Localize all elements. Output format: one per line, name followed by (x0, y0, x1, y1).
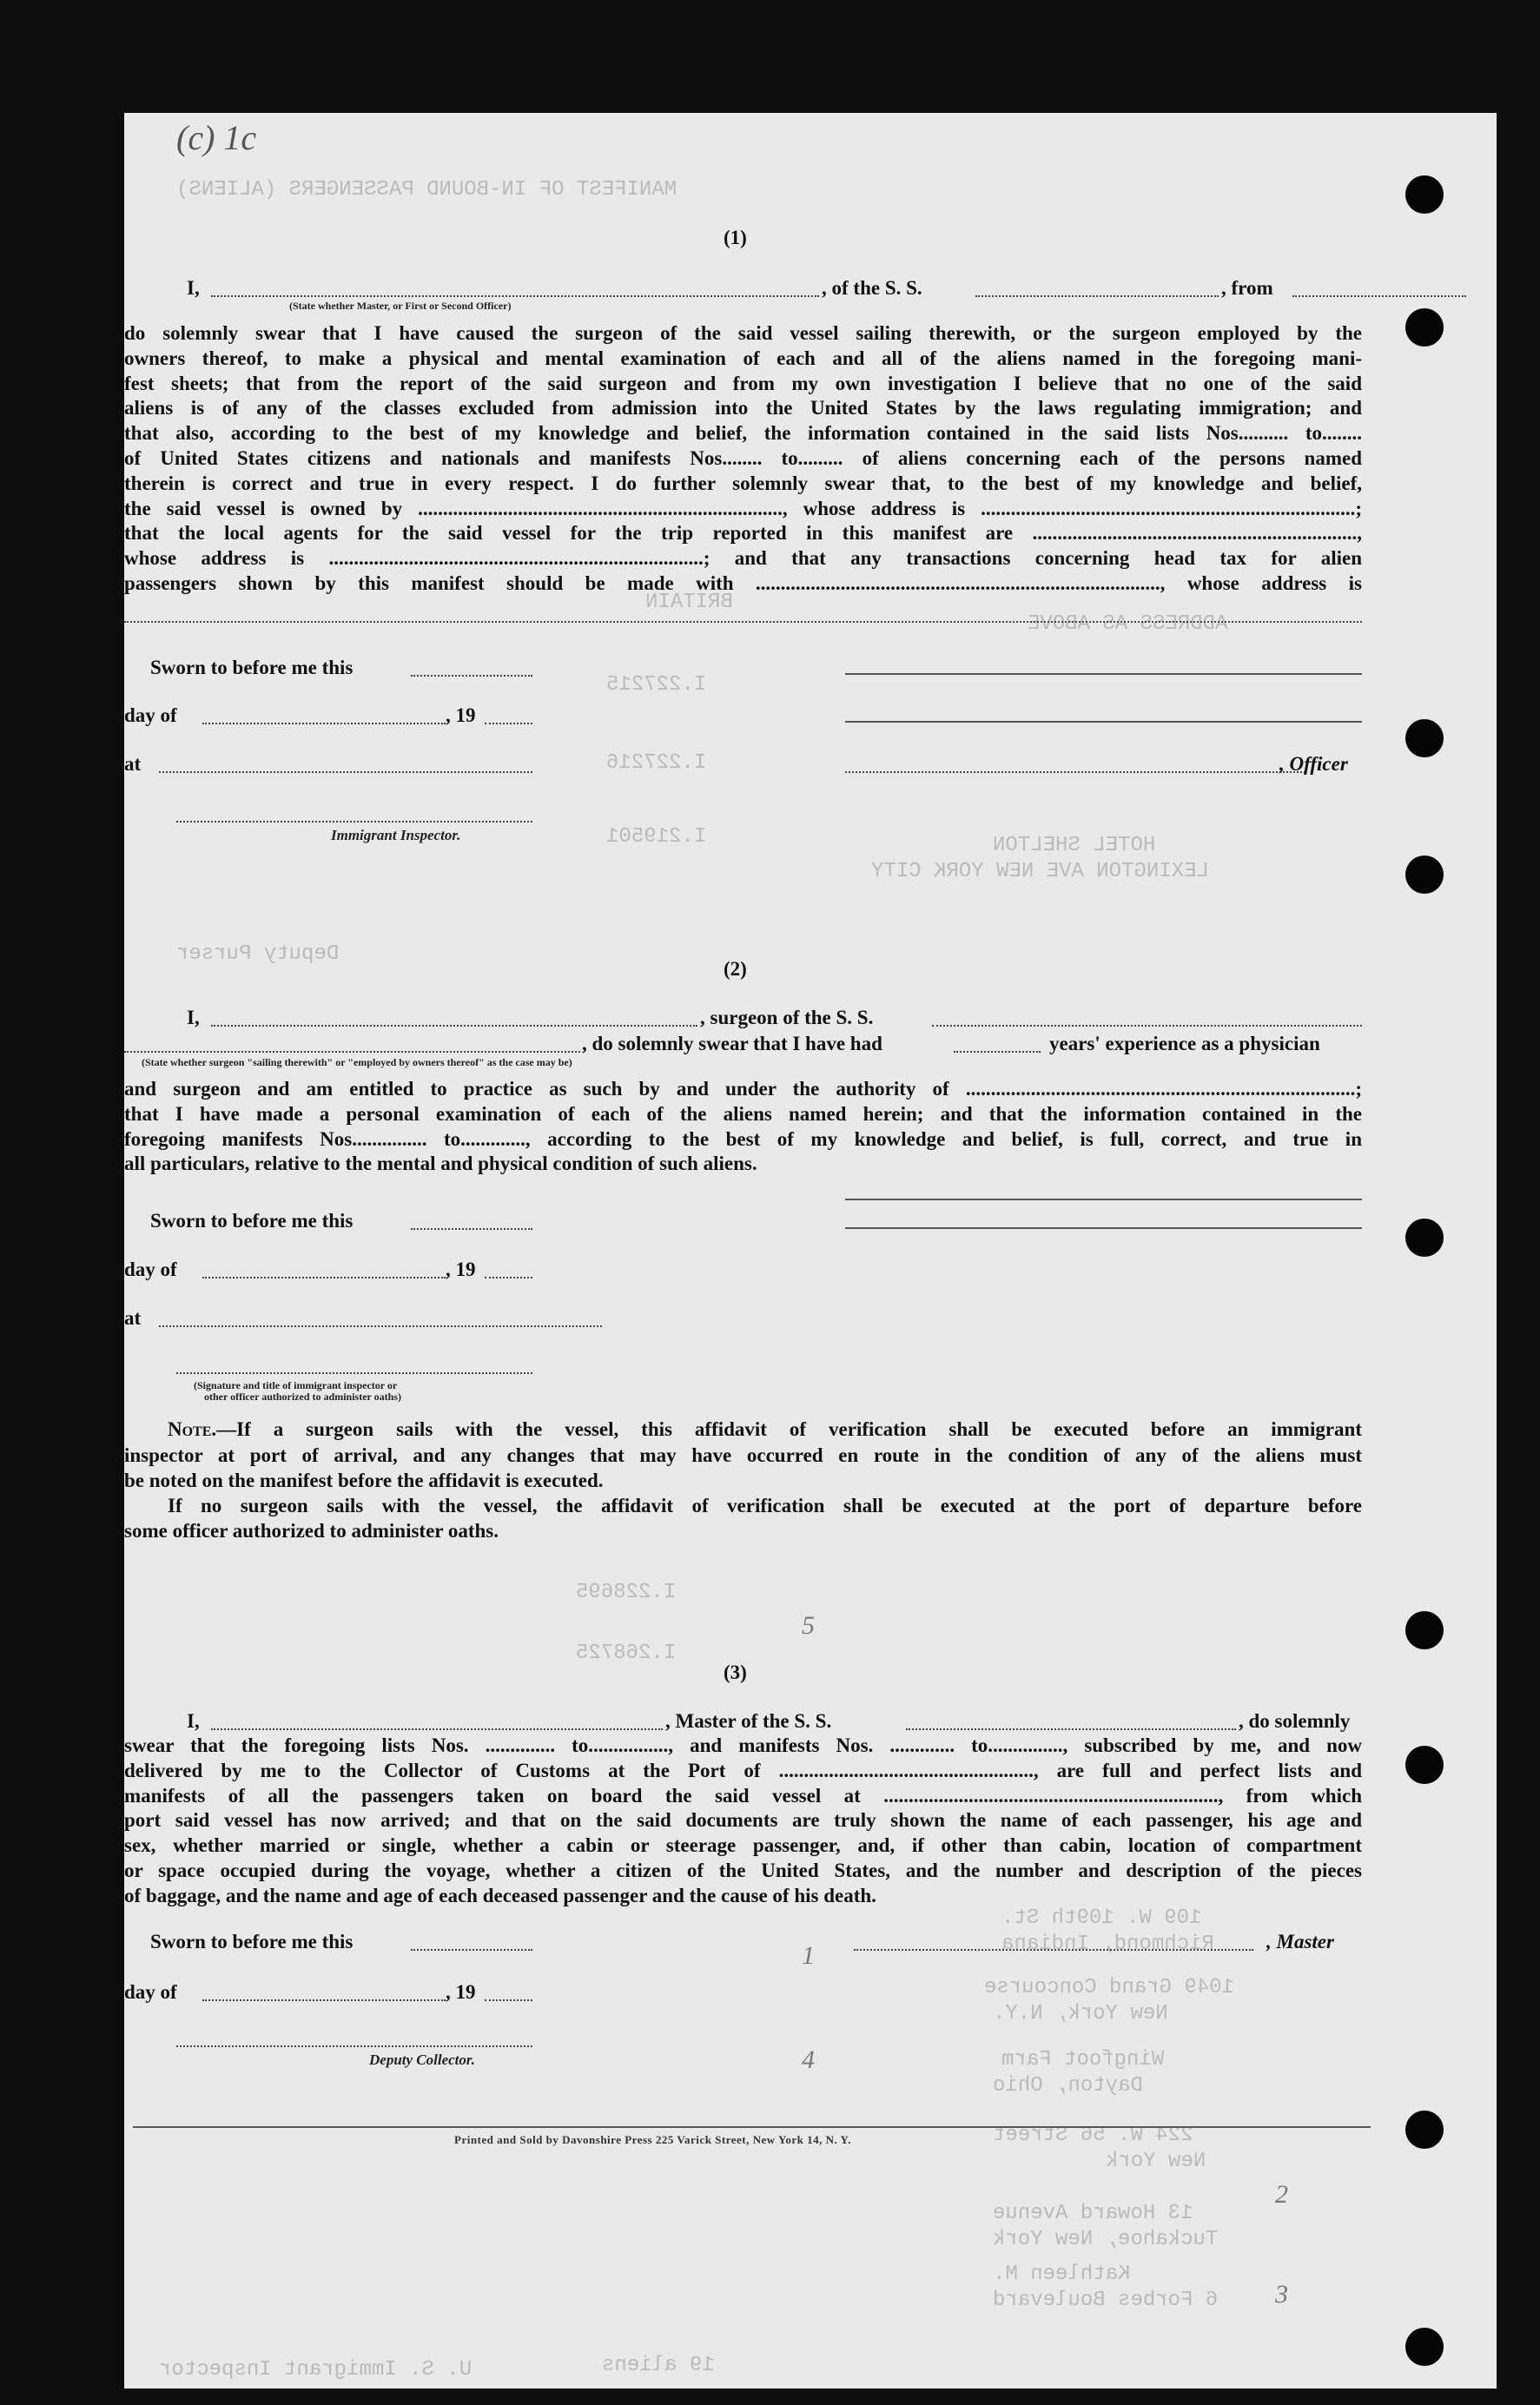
blank-vessel-name (975, 295, 1219, 297)
handwritten-number: 1 (802, 1941, 815, 1970)
bleed-through-text: Deputy Purser (176, 942, 340, 966)
bleed-through-text: I.268725 (576, 1642, 677, 1665)
bleed-through-text: ADDRESS AS ABOVE (1028, 612, 1228, 636)
blank-master-name (211, 1728, 663, 1730)
paragraph-line: sex, whether married or single, whether a cabin or steerage passenger, and, if other than cabin, location of compartment (124, 1834, 1362, 1857)
master-signature-label: , Master (1266, 1931, 1334, 1952)
blank-place (159, 771, 532, 773)
section-3-master-label: , Master of the S. S. (665, 1710, 832, 1732)
blank-from-port (1292, 295, 1466, 297)
paragraph-line: the said vessel is owned by ........................................................................., whose address is ...........................................................................; (124, 497, 1362, 519)
binder-hole (1405, 1746, 1444, 1784)
deputy-collector-label: Deputy Collector. (369, 2052, 475, 2068)
printer-imprint: Printed and Sold by Davonshire Press 225 Varick Street, New York 14, N. Y. (454, 2133, 851, 2146)
blank-officer-name (211, 295, 819, 297)
paragraph-line: do solemnly swear that I have caused the surgeon of the said vessel sailing therewith, or the surgeon employed by the (124, 322, 1362, 344)
section-3-i: I, (187, 1710, 200, 1732)
section-3-day-of-label: day of (124, 1981, 177, 2003)
blank-surgeon-vessel (932, 1025, 1362, 1027)
section-2-swear-label: , do solemnly swear that I have had (582, 1033, 882, 1054)
section-2-surgeon-label: , surgeon of the S. S. (700, 1007, 874, 1028)
blank-deputy-signature (176, 2045, 532, 2047)
bleed-through-text: I.227215 (606, 673, 707, 697)
note-line: If no surgeon sails with the vessel, the affidavit of verification shall be executed at the port of departure before (168, 1495, 1362, 1516)
section-1-i: I, (187, 277, 200, 299)
blank-officer-signature (176, 1372, 532, 1374)
blank-day-month (202, 723, 446, 724)
note-text: —If a surgeon sails with the vessel, this affidavit of verification shall be executed before an immigrant (216, 1418, 1362, 1440)
paragraph-line: and surgeon and am entitled to practice as such by and under the authority of ..............................................................................; (124, 1078, 1362, 1100)
section-1-at-label: at (124, 753, 142, 775)
section-3-year-label: , 19 (446, 1981, 476, 2003)
blank-sworn-date (411, 1949, 532, 1951)
blank-address-line (124, 621, 1362, 623)
blank-place (159, 1325, 602, 1327)
section-2-sworn-label: Sworn to before me this (150, 1210, 354, 1232)
bleed-through-text: I.227216 (606, 751, 707, 775)
handwritten-mark: (c) 1c (176, 118, 257, 157)
binder-hole (1405, 1219, 1444, 1257)
section-1-ss-label: , of the S. S. (822, 277, 922, 299)
note-line: inspector at port of arrival, and any changes that may have occurred en route in the condition of any of the aliens must (124, 1444, 1362, 1466)
blank-officer-signature (845, 771, 1305, 773)
blank-day-month (202, 1277, 446, 1278)
note-label: Note. (168, 1418, 217, 1440)
immigrant-inspector-label: Immigrant Inspector. (331, 827, 461, 843)
section-3-sworn-label: Sworn to before me this (150, 1931, 354, 1952)
section-2-i: I, (187, 1007, 200, 1028)
binder-hole (1405, 2328, 1444, 2366)
paragraph-line: aliens is of any of the classes excluded from admission into the United States by the laws regulating immigration; and (124, 397, 1362, 420)
bleed-through-text: BRITAIN (645, 591, 733, 614)
blank-surgeon-status (124, 1051, 580, 1053)
handwritten-number: 2 (1275, 2180, 1288, 2209)
blank-sworn-date (411, 1228, 532, 1230)
paragraph-line: all particulars, relative to the mental and physical condition of such aliens. (124, 1153, 757, 1175)
note-line: some officer authorized to administer oaths. (124, 1520, 499, 1542)
paragraph-line: whose address is ...........................................................................; and that any transactions concerning head tax for alien (124, 547, 1362, 570)
section-2-surgeon-note: (State whether surgeon "sailing therewith" or "employed by owners thereof" as the case may be) (142, 1056, 572, 1068)
section-1-from-label: , from (1221, 277, 1273, 299)
handwritten-number: 4 (802, 2045, 815, 2074)
binder-hole (1405, 1611, 1444, 1649)
bleed-through-text: Dayton, Ohio (993, 2074, 1143, 2098)
bleed-through-text: 6 Forbes Boulevard (993, 2289, 1219, 2312)
section-2-at-label: at (124, 1307, 142, 1329)
bleed-through-text: New York (1106, 2150, 1206, 2173)
note-continued (124, 1444, 1362, 1494)
section-3-number: (3) (724, 1662, 747, 1683)
bleed-through-text: Tuckahoe, New York (993, 2228, 1219, 2251)
blank-day-month (202, 1999, 446, 2001)
bleed-through-text: 13 Howard Avenue (993, 2202, 1193, 2225)
bleed-through-text: 19 aliens (602, 2354, 715, 2377)
officer-label: , Officer (1279, 753, 1348, 775)
section-1-number: (1) (724, 227, 747, 248)
note-2 (168, 1494, 1362, 1519)
binder-hole (1405, 175, 1444, 214)
section-2-experience-label: years' experience as a physician (1049, 1033, 1320, 1054)
officer-line (845, 673, 1362, 675)
surgeon-signature-line (845, 1199, 1362, 1200)
surgeon-signature-line (845, 1227, 1362, 1229)
bleed-through-text: Wingfoot Farm (1001, 2048, 1165, 2071)
section-3-solemnly-label: , do solemnly (1239, 1710, 1351, 1732)
section-1-sworn-label: Sworn to before me this (150, 657, 354, 678)
binder-hole (1405, 856, 1444, 894)
signature-note: other officer authorized to administer oaths) (204, 1391, 401, 1403)
manifest-affidavit-page (124, 113, 1497, 2388)
officer-line (845, 721, 1362, 723)
bleed-through-text: 1049 Grand Concourse (984, 1976, 1235, 1999)
handwritten-number: 5 (802, 1611, 815, 1640)
section-1-year-label: , 19 (446, 704, 476, 726)
blank-inspector-signature (176, 821, 532, 823)
paragraph-line: therein is correct and true in every respect. I do further solemnly swear that, to the best of my knowledge and belief, (124, 472, 1362, 494)
paragraph-line: fest sheets; that from the report of the said surgeon and from my own investigation I believe that no one of the said (124, 372, 1362, 394)
note-2-continued (124, 1519, 1362, 1544)
blank-year (485, 723, 532, 724)
section-2-day-of-label: day of (124, 1259, 177, 1280)
section-1-day-of-label: day of (124, 704, 177, 726)
blank-master-signature (854, 1949, 1253, 1951)
bleed-through-text: U. S. Immigrant Inspector (159, 2358, 473, 2382)
blank-year (485, 1277, 532, 1278)
paragraph-line: swear that the foregoing lists Nos. .............. to................, and manifests Nos. ............. to..............., subscribed by me, and now (124, 1734, 1362, 1756)
paragraph-line: passengers shown by this manifest should be made with ................................................................................., whose address is (124, 572, 1362, 594)
paragraph-line: of baggage, and the name and age of each deceased passenger and the cause of his death. (124, 1884, 876, 1906)
blank-year (485, 1999, 532, 2001)
bleed-through-text: 224 W. 56 Street (993, 2124, 1193, 2147)
binder-hole (1405, 2111, 1444, 2149)
note-line: be noted on the manifest before the affidavit is executed. (124, 1469, 604, 1491)
signature-note: (Signature and title of immigrant inspector or (194, 1379, 398, 1391)
paragraph-line: manifests of all the passengers taken on board the said vessel at ..................................................................., from which (124, 1784, 1362, 1807)
paragraph-line: that the local agents for the said vessel for the trip reported in this manifest are ................................................................., (124, 522, 1362, 545)
bleed-through-text: I.228695 (576, 1581, 677, 1604)
paragraph-line: that I have made a personal examination of each of the aliens named herein; and that the information contained in the (124, 1102, 1362, 1125)
footer-rule (133, 2126, 1371, 2128)
section-3-paragraph (124, 1734, 1362, 1909)
bleed-through-text: HOTEL SHELTON (993, 834, 1156, 857)
section-2-year-label: , 19 (446, 1259, 476, 1280)
bleed-through-text: LEXINGTON AVE NEW YORK CITY (871, 860, 1209, 883)
paragraph-line: of United States citizens and nationals and manifests Nos........ to......... of aliens concerning each of the persons named (124, 446, 1362, 469)
blank-years-experience (954, 1051, 1041, 1053)
binder-hole (1405, 308, 1444, 347)
section-2-paragraph (124, 1077, 1362, 1177)
binder-hole (1405, 719, 1444, 757)
paragraph-line: that also, according to the best of my knowledge and belief, the information contained in the said lists Nos.......... to........ (124, 422, 1362, 445)
paragraph-line: delivered by me to the Collector of Customs at the Port of ..................................................., are full and perfect lists and (124, 1759, 1362, 1781)
paragraph-line: or space occupied during the voyage, whether a citizen of the United States, and the number and description of the pieces (124, 1859, 1362, 1881)
blank-master-vessel (906, 1728, 1236, 1730)
paragraph-line: foregoing manifests Nos............... to............., according to the best of my knowledge and belief, is full, correct, and true in (124, 1127, 1362, 1150)
paragraph-line: port said vessel has now arrived; and that on the said documents are truly shown the name of each passenger, his age and (124, 1809, 1362, 1832)
handwritten-number: 3 (1275, 2280, 1288, 2309)
bleed-through-text: I.219501 (606, 825, 707, 849)
bleed-through-text: Kathleen M. (993, 2263, 1131, 2286)
section-2-number: (2) (724, 958, 747, 980)
blank-sworn-date (411, 675, 532, 677)
bleed-through-text: 109 W. 109th St. (1001, 1906, 1202, 1930)
section-1-paragraph (124, 321, 1362, 597)
bleed-through-text: New York, N.Y. (993, 2002, 1168, 2025)
blank-surgeon-name (211, 1025, 697, 1027)
section-1-officer-note: (State whether Master, or First or Second Officer) (289, 300, 512, 312)
note-line (168, 1417, 1362, 1442)
bleed-through-text: Richmond, Indiana (1001, 1933, 1214, 1956)
bleed-through-text: MANIFEST OF IN-BOUND PASSENGERS (ALIENS) (176, 178, 677, 202)
paragraph-line: owners thereof, to make a physical and mental examination of each and all of the aliens named in the foregoing mani- (124, 347, 1362, 369)
